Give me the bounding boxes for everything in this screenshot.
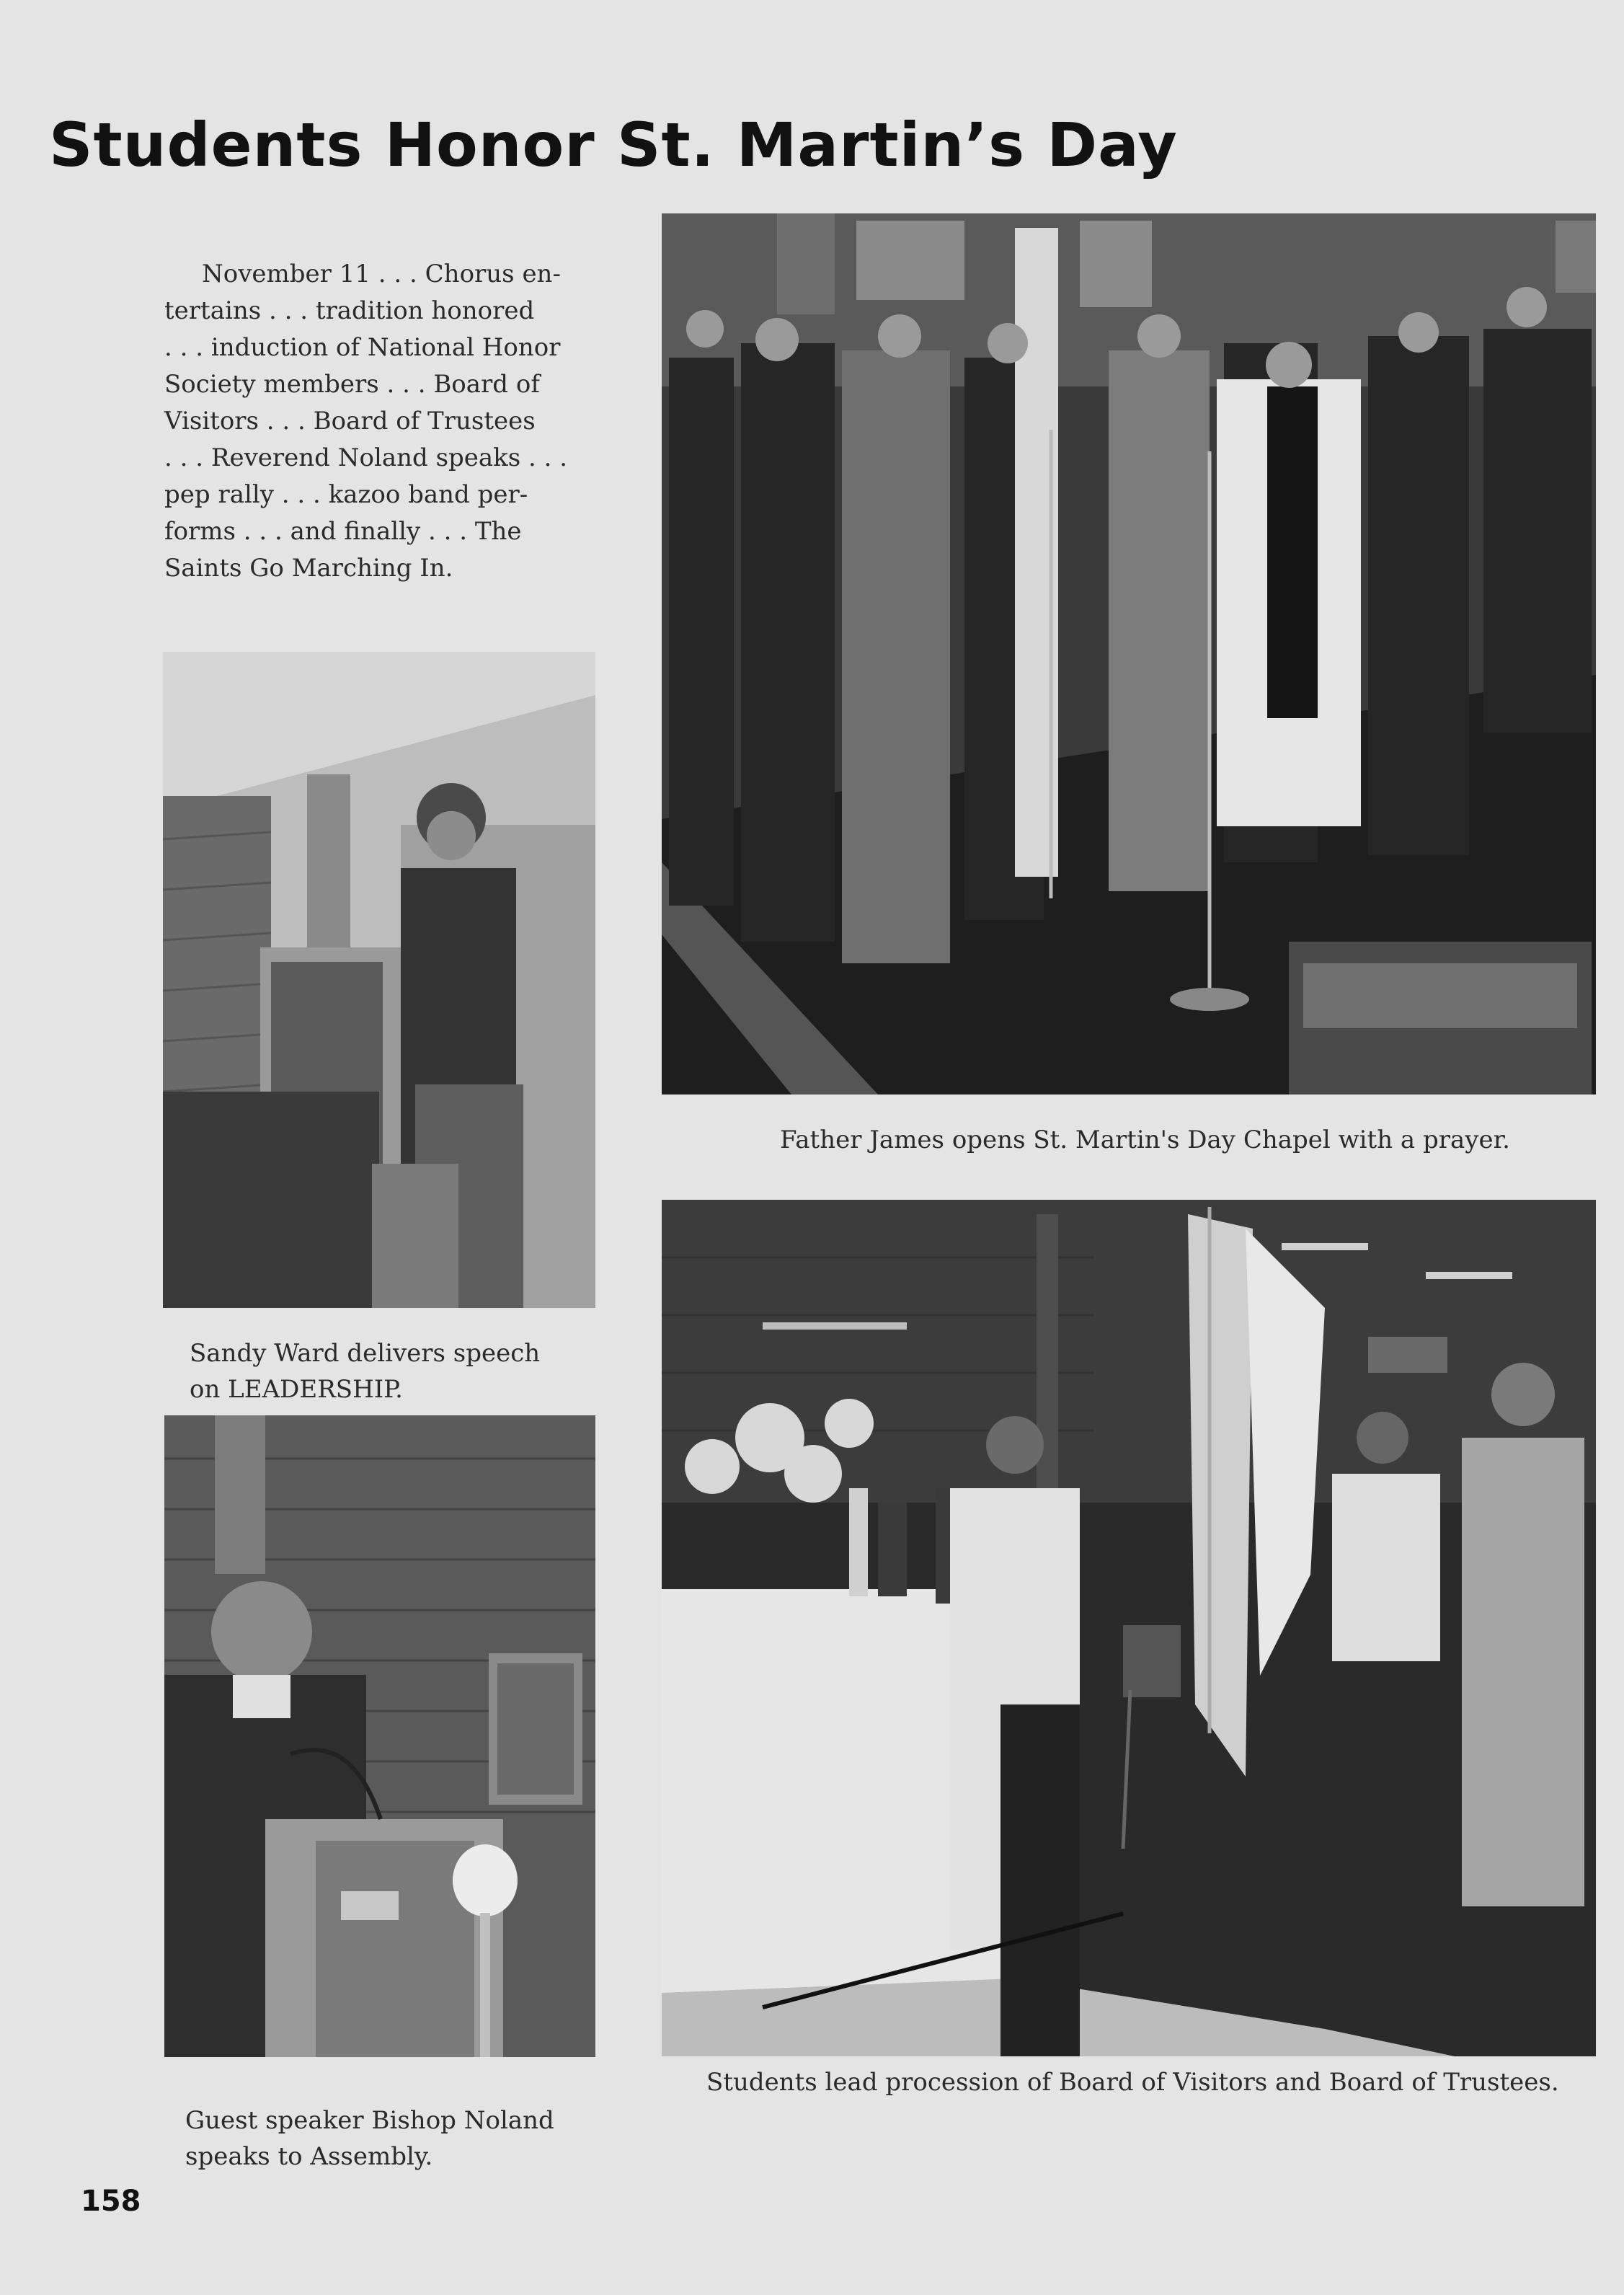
caption-sandy-ward bbox=[190, 1335, 540, 1407]
page-title: Students Honor St. Martin’s Day bbox=[49, 110, 1178, 180]
caption-chapel-prayer bbox=[780, 1122, 1510, 1158]
caption-text: Students lead procession of Board of Visitors and Board of Trustees. bbox=[706, 2068, 1559, 2097]
caption-line: Guest speaker Bishop Noland bbox=[185, 2106, 554, 2135]
caption-bishop-noland bbox=[185, 2102, 554, 2175]
photo-procession bbox=[662, 1200, 1596, 2056]
intro-line: pep rally . . . kazoo band per- bbox=[164, 480, 528, 509]
photo-chapel-prayer bbox=[662, 213, 1596, 1095]
intro-line: November 11 . . . Chorus en- bbox=[202, 260, 561, 288]
intro-line: Visitors . . . Board of Trustees bbox=[164, 407, 536, 435]
caption-line: on LEADERSHIP. bbox=[190, 1375, 403, 1404]
caption-line: speaks to Assembly. bbox=[185, 2142, 433, 2171]
caption-text: Father James opens St. Martin's Day Chapel with a prayer. bbox=[780, 1126, 1510, 1154]
intro-line: . . . induction of National Honor bbox=[164, 333, 561, 362]
page-number: 158 bbox=[81, 2185, 141, 2218]
intro-line: Society members . . . Board of bbox=[164, 370, 540, 399]
intro-line: forms . . . and finally . . . The bbox=[164, 517, 522, 546]
caption-procession bbox=[706, 2064, 1559, 2100]
intro-line: . . . Reverend Noland speaks . . . bbox=[164, 443, 568, 472]
photo-bishop-noland bbox=[164, 1415, 595, 2057]
caption-line: Sandy Ward delivers speech bbox=[190, 1339, 541, 1368]
intro-paragraph bbox=[164, 256, 604, 587]
photo-sandy-ward-speech bbox=[163, 652, 595, 1308]
intro-line: tertains . . . tradition honored bbox=[164, 296, 535, 325]
intro-line: Saints Go Marching In. bbox=[164, 554, 453, 583]
